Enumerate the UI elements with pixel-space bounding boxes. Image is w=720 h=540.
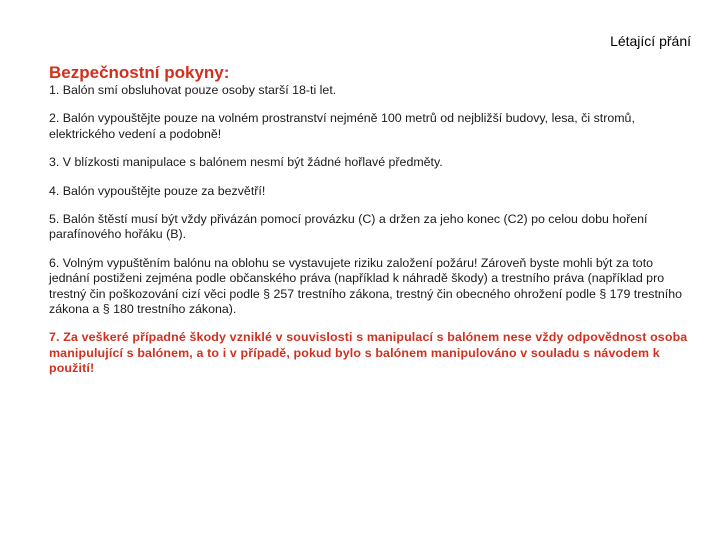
safety-heading: Bezpečnostní pokyny: xyxy=(49,63,230,82)
rule-7-warning: 7. Za veškeré případné škody vzniklé v souvislosti s manipulací s balónem nese vždy odpovědnost osoba manipulující s balónem, a to i v případě, pokud bylo s balónem manipulováno v souladu s návodem k použití! xyxy=(49,330,688,376)
rule-6: 6. Volným vypuštěním balónu na oblohu se vystavujete riziku založení požáru! Zároveň byste mohli být za toto jednání postiženi zejména podle občanského práva (například k náhradě škody) a trestního práva (například pro trestný čin poškozování cizí věci podle § 257 trestního zákona, trestný čin obecného ohrožení podle § 179 trestního zákona a § 180 trestního zákona). xyxy=(49,255,682,317)
safety-instructions xyxy=(49,63,694,390)
rule-4: 4. Balón vypouštějte pouze za bezvětří! xyxy=(49,183,266,198)
rule-3: 3. V blízkosti manipulace s balónem nesmí být žádné hořlavé předměty. xyxy=(49,155,443,170)
rule-1: 1. Balón smí obsluhovat pouze osoby starší 18-ti let. xyxy=(49,83,337,97)
document-title: Létající přání xyxy=(610,33,691,49)
rule-5: 5. Balón štěstí musí být vždy přivázán pomocí provázku (C) a držen za jeho konec (C2) po celou dobu hoření parafínového hořáku (B). xyxy=(49,212,648,242)
rule-2: 2. Balón vypouštějte pouze na volném prostranství nejméně 100 metrů od nejbližší budovy, lesa, či stromů, elektrického vedení a podobně! xyxy=(49,111,635,141)
